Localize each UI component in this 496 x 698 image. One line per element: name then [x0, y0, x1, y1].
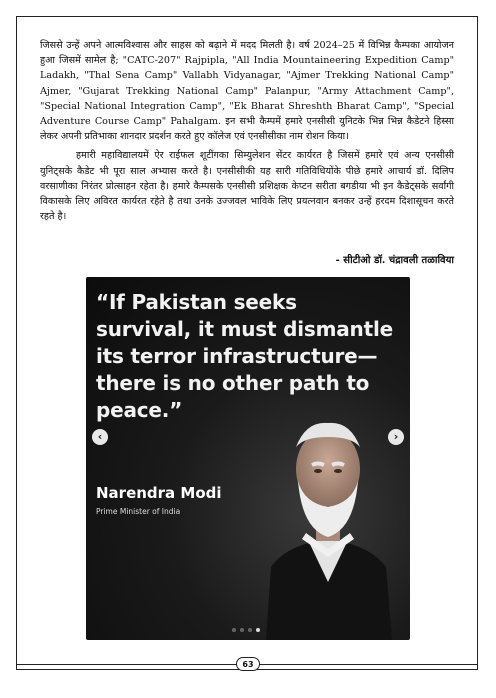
quote-image-card	[86, 277, 410, 640]
carousel-dot[interactable]	[248, 628, 252, 632]
carousel-dot-active[interactable]	[256, 628, 260, 632]
speaker-name: Narendra Modi	[96, 484, 222, 502]
paragraph-camps: जिससे उन्हें अपने आत्मविश्वास और साहस को बढ़ाने में मदद मिलती है। वर्ष 2024–25 में विभिन्न कैम्पका आयोजन हुआ जिसमें सामेल है; "CATC-207" Rajpipla, "All India Mountaineering Expedition Camp" Ladakh, "Thal Sena Camp" Vallabh Vidyanagar, "Ajmer Trekking National Camp" Ajmer, "Gujarat Trekking National Camp" Palanpur, "Army Attachment Camp", "Special National Integration Camp", "Ek Bharat Shreshth Bharat Camp", "Special Adventure Course Camp" Pahalgam. इन सभी कैम्पमें हमारे एनसीसी युनिटके भिन्न भिन्न कैडेटने हिस्सा लेकर अपनी प्रतिभाका शानदार प्रदर्शन करते हुए कॉलेज एवं एनसीसीका नाम रोशन किया।	[40, 40, 454, 143]
portrait-photo	[246, 407, 410, 640]
speaker-role: Prime Minister of India	[96, 507, 181, 516]
carousel-dots	[232, 628, 260, 632]
chevron-left-icon[interactable]: ‹	[92, 429, 108, 445]
carousel-dot[interactable]	[240, 628, 244, 632]
article-body	[40, 38, 454, 224]
paragraph-shooting-center: हमारी महाविद्यालयमें ऐर राईफल शूटींगका सिम्युलेशन सेंटर कार्यरत है जिसमें हमारे एवं अन्य एनसीसी युनिट्सके कैडेट भी पूरा साल अभ्यास करते है। एनसीसीकी यह सारी गतिविधियोंके पीछे हमारे आचार्य डॉ. दिलिप वरसाणीका निरंतर प्रोत्साहन रहेता है। हमारे कैम्पसके एनसीसी प्रशिक्षक केप्टन सरीता बगडीया भी इन कैडेट्सके सर्वांगी विकासके लिए अविरत कार्यरत रहेते है तथा उनके उज्जवल भाविके लिए प्रयत्नवान बनकर उन्हें हरदम दिशासूचन करते रहते है।	[40, 150, 454, 223]
author-signature: - सीटीओ डॉ. चंद्रावली तळाविया	[335, 255, 454, 266]
page-number: 63	[236, 657, 260, 671]
quote-text: “If Pakistan seeks survival, it must dismantle its terror infrastructure—there is no other path to peace.”	[96, 290, 393, 422]
chevron-right-icon[interactable]: ›	[388, 429, 404, 445]
carousel-dot[interactable]	[232, 628, 236, 632]
